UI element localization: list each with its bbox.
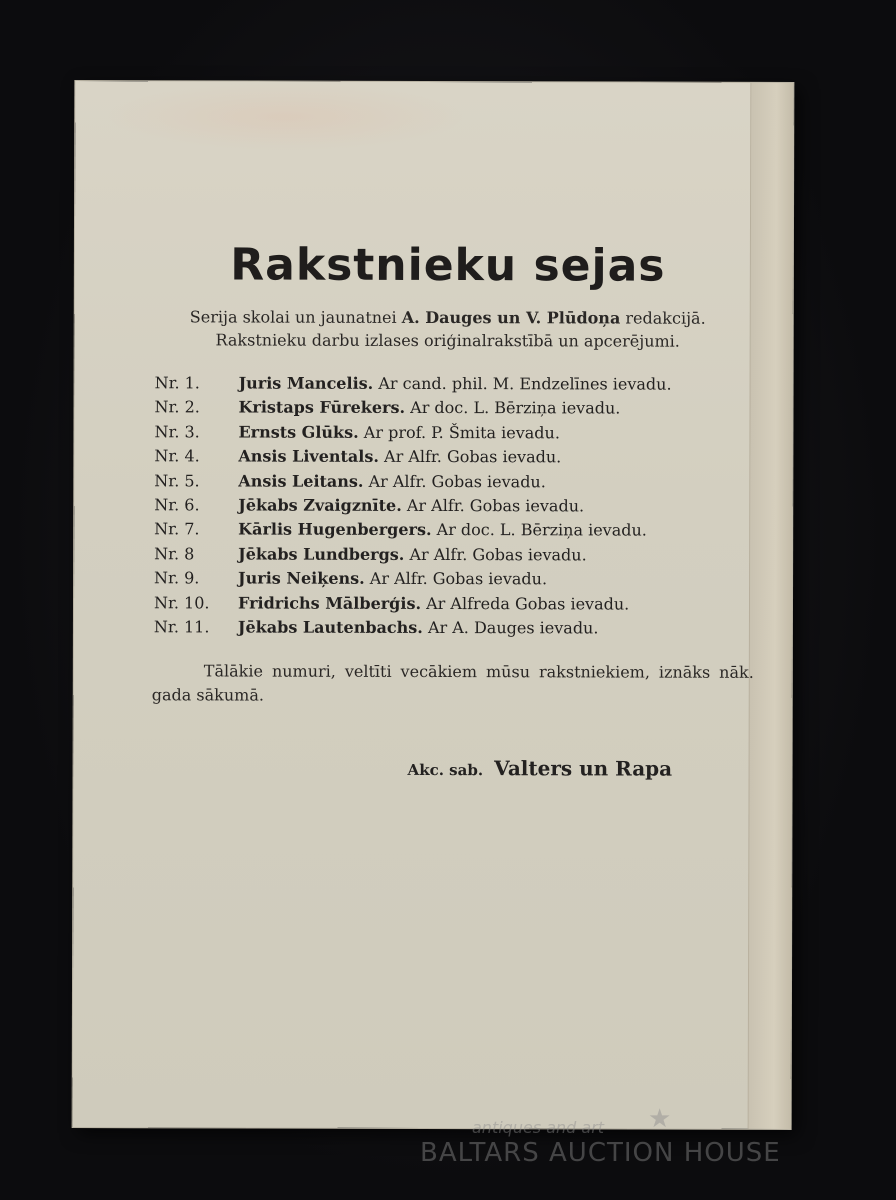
list-item (154, 446, 774, 472)
auction-watermark (420, 1104, 840, 1168)
volume-author: Ernsts Glūks. (238, 422, 359, 442)
volume-author: Jēkabs Zvaigznīte. (238, 495, 402, 515)
volume-number: Nr. 10. (153, 592, 210, 612)
volume-author: Ansis Leitans. (238, 471, 364, 491)
publisher-prefix: Akc. sab. (407, 760, 484, 780)
publisher (408, 756, 673, 781)
series-subtitle (75, 307, 821, 328)
list-item (154, 471, 774, 497)
volume-author: Jēkabs Lundbergs. (238, 544, 405, 564)
subtitle-lead: Serija skolai un jaunatnei (189, 307, 397, 327)
announcement-paragraph: Tālākie numuri, veltīti vecākiem mūsu rakstniekiem, iznāks nāk. gada sākumā. (151, 661, 754, 705)
star-icon: ★ (648, 1104, 672, 1134)
book-back-cover (73, 81, 794, 1129)
volume-list (154, 373, 775, 643)
volume-number: Nr. 4. (154, 446, 200, 466)
volume-intro: Ar doc. L. Bērziņa ievadu. (436, 520, 647, 540)
volume-intro: Ar Alfreda Gobas ievadu. (426, 593, 630, 614)
list-item (154, 422, 774, 448)
list-item (154, 544, 774, 570)
volume-author: Kristaps Fūrekers. (238, 397, 406, 418)
volume-number: Nr. 7. (154, 519, 200, 539)
volume-intro: Ar Alfr. Gobas ievadu. (369, 568, 548, 589)
volume-number: Nr. 11. (153, 617, 210, 637)
volume-intro: Ar A. Dauges ievadu. (427, 617, 599, 638)
volume-author: Jēkabs Lautenbachs. (237, 617, 423, 637)
volume-intro: Ar Alfr. Gobas ievadu. (406, 495, 585, 516)
subtitle-editors: A. Dauges un V. Plūdoņa (401, 307, 621, 328)
volume-number: Nr. 9. (154, 568, 200, 588)
list-item (154, 398, 774, 424)
volume-author: Ansis Liventals. (238, 446, 379, 467)
volume-intro: Ar Alfr. Gobas ievadu. (409, 544, 587, 565)
volume-author: Juris Mancelis. (238, 373, 374, 393)
volume-number: Nr. 2. (154, 397, 200, 417)
volume-number: Nr. 1. (154, 373, 200, 393)
volume-number: Nr. 8 (154, 544, 195, 564)
paper-stain (105, 81, 465, 152)
volume-author: Fridrichs Mālberģis. (237, 593, 422, 613)
watermark-tagline: antiques and art (472, 1118, 605, 1137)
volume-author: Juris Neiķens. (238, 568, 365, 588)
list-item (155, 373, 775, 399)
watermark-name: BALTARS AUCTION HOUSE (420, 1138, 781, 1168)
volume-author: Kārlis Hugenbergers. (238, 519, 432, 540)
volume-intro: Ar Alfr. Gobas ievadu. (384, 447, 562, 467)
volume-number: Nr. 5. (154, 470, 200, 490)
volume-intro: Ar prof. P. Šmita ievadu. (363, 422, 560, 443)
subtitle-tail: redakcijā. (625, 308, 706, 328)
list-item (154, 568, 774, 594)
list-item (154, 495, 774, 521)
list-item (154, 520, 774, 546)
volume-intro: Ar Alfr. Gobas ievadu. (368, 471, 546, 491)
volume-number: Nr. 6. (154, 495, 200, 515)
volume-intro: Ar doc. L. Bērziņa ievadu. (410, 398, 621, 418)
list-item (154, 617, 774, 643)
publisher-name: Valters un Rapa (494, 756, 673, 781)
volume-number: Nr. 3. (154, 422, 200, 442)
series-description: Rakstnieku darbu izlases oriģinalrakstībā un apcerējumi. (215, 330, 680, 351)
list-item (154, 593, 774, 619)
series-title: Rakstnieku sejas (230, 239, 666, 292)
volume-intro: Ar cand. phil. M. Endzelīnes ievadu. (378, 373, 672, 394)
